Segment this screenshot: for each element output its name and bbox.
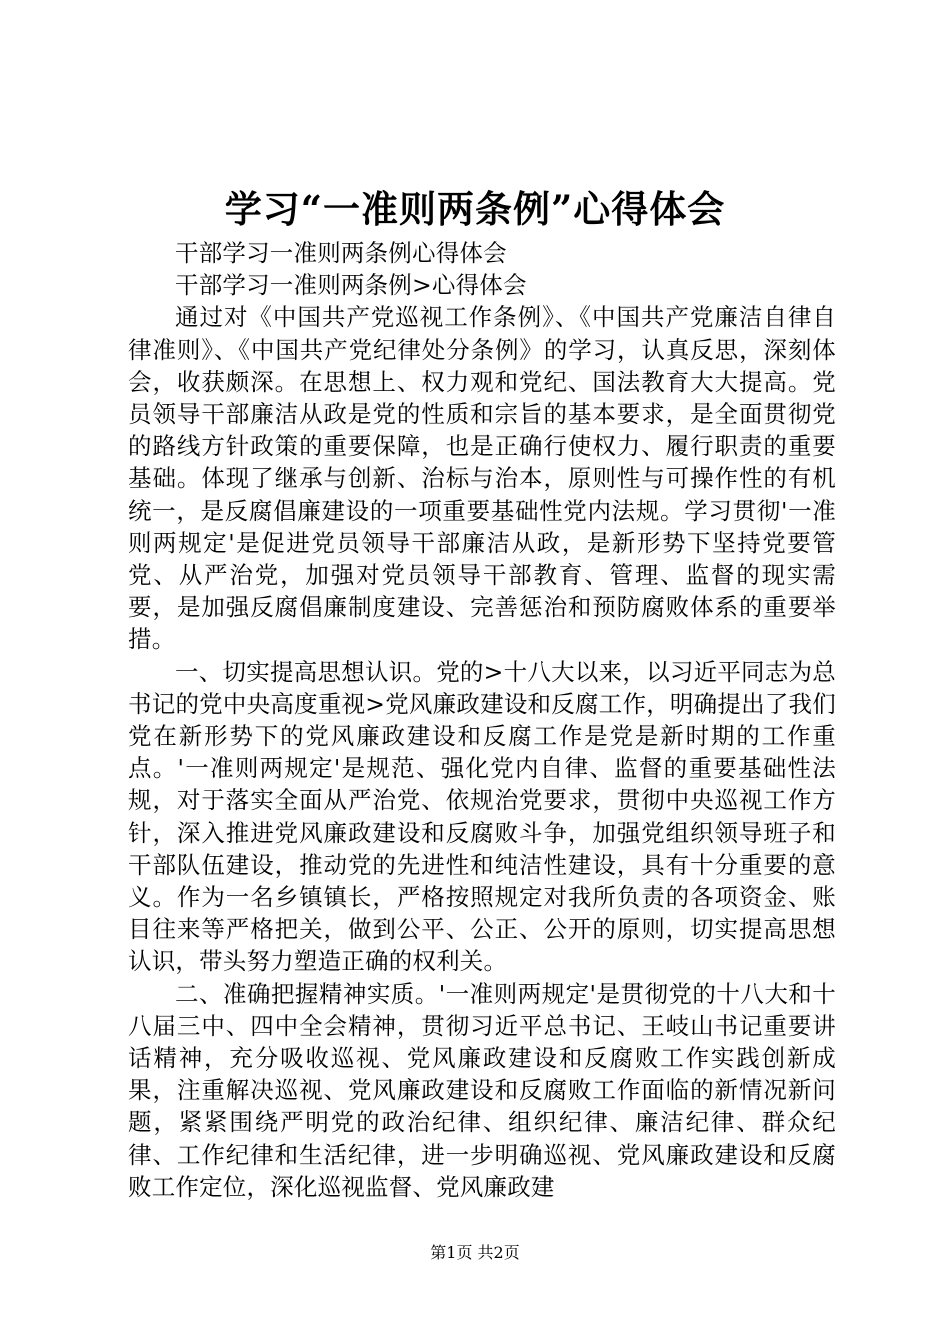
document-title: 学习“一准则两条例”心得体会 — [224, 187, 726, 231]
page-footer: 第1页 共2页 — [430, 1243, 520, 1262]
paragraph-intro: 通过对《中国共产党巡视工作条例》、《中国共产党廉洁自律自律准则》、《中国共产党纪律处分条例》的学习，认真反思，深刻体会，收获颇深。在思想上、权力观和党纪、国法教育大大提高。党员领导干部廉洁从政是党的性质和宗旨的基本要求，是全面贯彻党的路线方针政策的重要保障，也是正确行使权力、履行职责的重要基础。体现了继承与创新、治标与治本，原则性与可操作性的有机统一，是反腐倡廉建设的一项重要基础性党内法规。学习贯彻'一准则两规定'是促进党员领导干部廉洁从政，是新形势下坚持党要管党、从严治党，加强对党员领导干部教育、管理、监督的现实需要，是加强反腐倡廉制度建设、完善惩治和预防腐败体系的重要举措。 — [128, 303, 836, 654]
paragraph-subtitle-2: 干部学习一准则两条例>心得体会 — [175, 271, 527, 300]
paragraph-subtitle-1: 干部学习一准则两条例心得体会 — [175, 239, 507, 267]
document-body — [128, 237, 836, 1203]
paragraph-section-1: 一、切实提高思想认识。党的>十八大以来，以习近平同志为总书记的党中央高度重视>党风廉政建设和反腐工作，明确提出了我们党在新形势下的党风廉政建设和反腐工作是党是新时期的工作重点。'一准则两规定'是规范、强化党内自律、监督的重要基础性法规，对于落实全面从严治党、依规治党要求，贯彻中央巡视工作方针，深入推进党风廉政建设和反腐败斗争，加强党组织领导班子和干部队伍建设，推动党的先进性和纯洁性建设，具有十分重要的意义。作为一名乡镇镇长，严格按照规定对我所负责的各项资金、账目往来等严格把关，做到公平、公正、公开的原则，切实提高思想认识，带头努力塑造正确的权利关。 — [128, 657, 836, 976]
paragraph-section-2: 二、准确把握精神实质。'一准则两规定'是贯彻党的十八大和十八届三中、四中全会精神，贯彻习近平总书记、王岐山书记重要讲话精神，充分吸收巡视、党风廉政建设和反腐败工作实践创新成果，注重解决巡视、党风廉政建设和反腐败工作面临的新情况新问题，紧紧围绕严明党的政治纪律、组织纪律、廉洁纪律、群众纪律、工作纪律和生活纪律，进一步明确巡视、党风廉政建设和反腐败工作定位，深化巡视监督、党风廉政建 — [128, 979, 836, 1201]
